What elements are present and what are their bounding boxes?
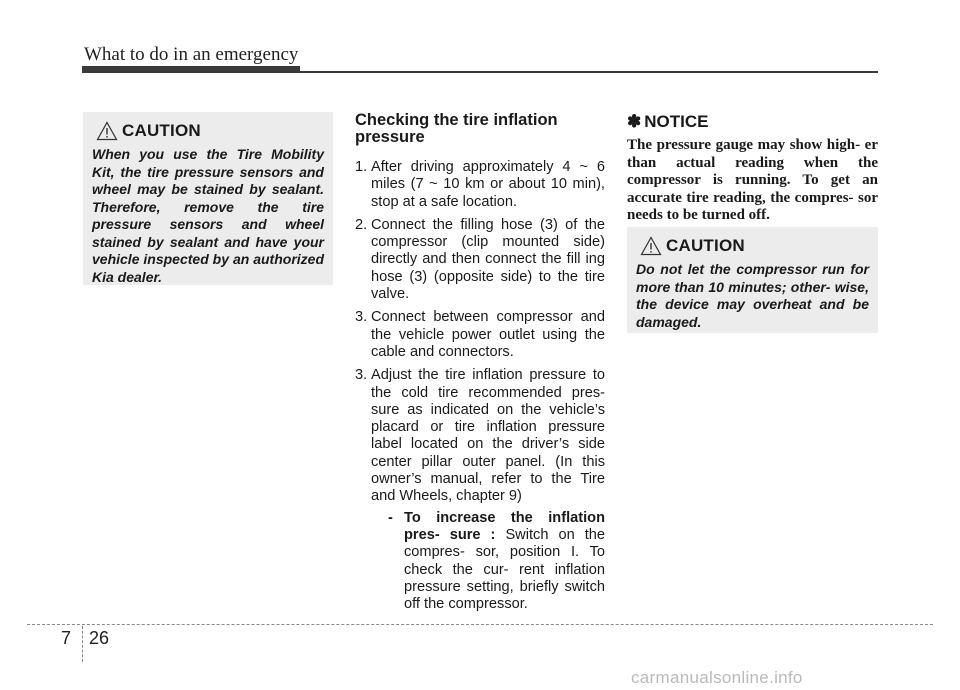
step-text: After driving approximately 4 ~ 6 miles (7 ~ 10 km or about 10 min), stop at a safe location. [371, 159, 605, 210]
caution-heading [636, 235, 869, 257]
main-section [355, 112, 605, 619]
header-rule [82, 71, 878, 73]
step-text: Connect between compressor and the vehicle power outlet using the cable and connectors. [371, 309, 605, 360]
notice-text: The pressure gauge may show high- er than actual reading when the compressor is running. To get an accurate tire reading, the compres- sor needs to be turned off. [627, 137, 878, 223]
step-list [355, 159, 605, 613]
footer-divider [82, 626, 83, 662]
caution-box-compressor [627, 227, 878, 333]
caution-text: When you use the Tire Mobility Kit, the tire pressure sensors and wheel may be stained by sealant. Therefore, remove the tire pressure sensors and wheel stained by sealant and have your vehicle inspected by an authorized Kia dealer. [92, 146, 324, 285]
caution-title: CAUTION [666, 236, 745, 255]
notice-section [627, 112, 878, 225]
substep-dash: - [388, 509, 393, 526]
step-item [355, 159, 605, 211]
caution-title: CAUTION [122, 121, 201, 140]
notice-title: NOTICE [644, 112, 709, 131]
step-item [355, 367, 605, 613]
step-number: 3. [355, 309, 368, 326]
watermark: carmanualsonline.info [631, 668, 803, 687]
substep-text: Switch on the compres- sor, position I. To check the cur- rent inflation pressure setting, briefly switch off the compressor. [404, 526, 605, 613]
notice-heading [627, 112, 878, 132]
caution-text: Do not let the compressor run for more than 10 minutes; other- wise, the device may overheat and be damaged. [636, 261, 869, 330]
page-header-title: What to do in an emergency [84, 44, 299, 65]
warning-triangle-icon [96, 121, 118, 141]
warning-triangle-icon [640, 236, 662, 256]
notice-star-icon: ✽ [627, 112, 642, 131]
substep-lead: To increase the inflation pres- sure : [404, 509, 605, 543]
chapter-number: 7 [61, 628, 72, 648]
step-number: 3. [355, 367, 368, 384]
footer-rule [27, 624, 933, 625]
caution-box-sealant [83, 112, 333, 285]
section-title: Checking the tire inflation pressure [355, 111, 558, 146]
step-number: 1. [355, 159, 368, 175]
step-item [355, 217, 605, 303]
step-text: Connect the filling hose (3) of the compressor (clip mounted side) directly and then connect the fill ing hose (3) (opposite side) to the tire valve. [371, 216, 605, 303]
substep-item [371, 510, 605, 614]
page-number: 26 [89, 628, 110, 648]
step-item [355, 309, 605, 361]
caution-heading [92, 120, 324, 142]
step-number: 2. [355, 216, 368, 233]
step-text: Adjust the tire inflation pressure to the cold tire recommended pres- sure as indicated on the vehicle’s placard or tire inflation pressure label located on the driver’s side center pillar outer panel. (In this owner’s manual, refer to the Tire and Wheels, chapter 9) [371, 367, 605, 505]
